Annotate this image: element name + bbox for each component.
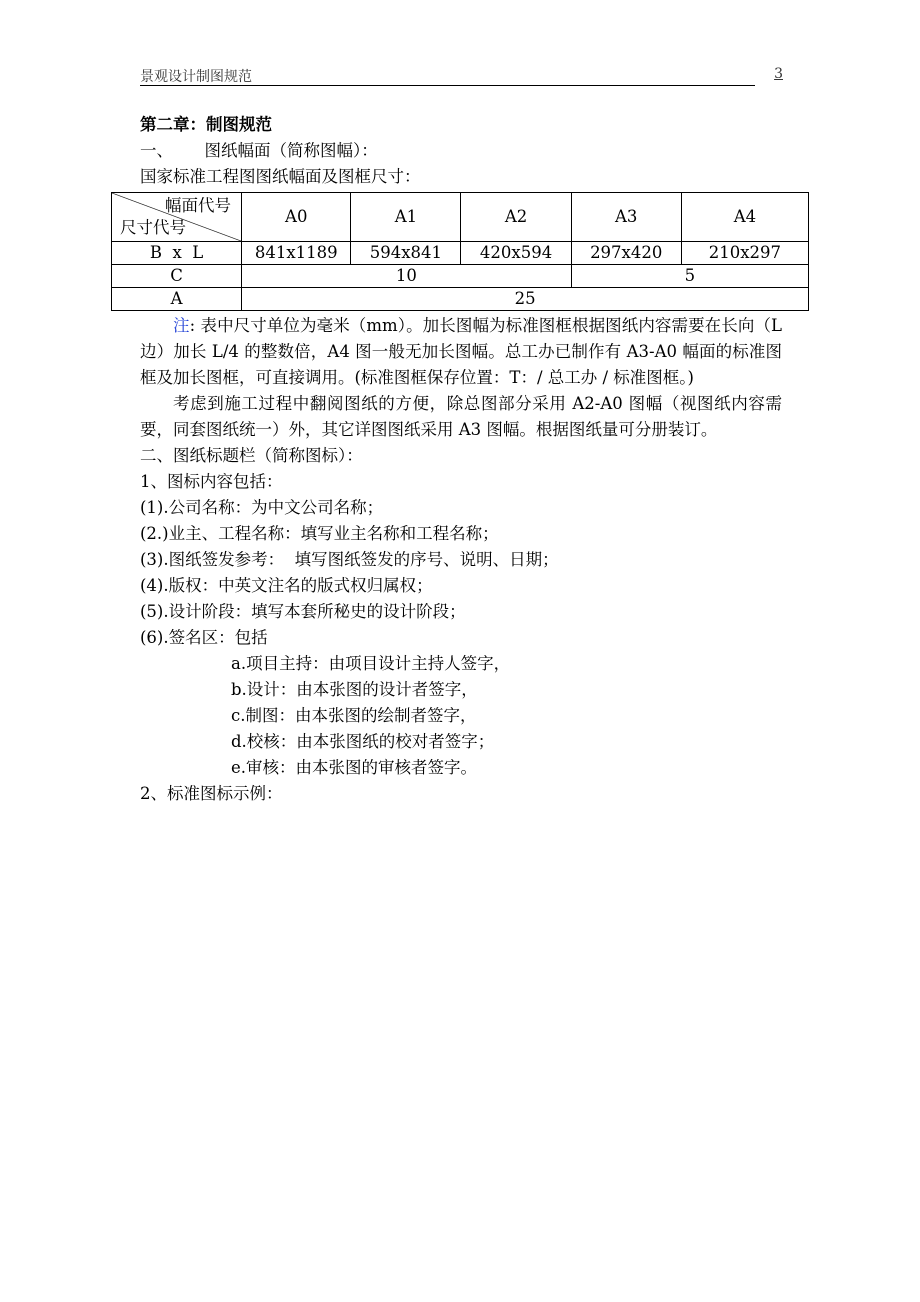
- note-label: 注: [173, 316, 190, 335]
- list-item: (3).图纸签发参考： 填写图纸签发的序号、说明、日期；: [140, 550, 559, 569]
- table-cell: 5: [571, 265, 808, 288]
- table-row: [112, 288, 809, 311]
- table-cell: 594x841: [351, 242, 461, 265]
- note-text: : 表中尺寸单位为毫米（mm）。加长图幅为标准图框根据图纸内容需要在长向（L 边）加长 L/4 的整数倍，A4 图一般无加长图幅。总工办已制作有 A3-A0 幅面的标准图框及加长图框，可直接调用。(标准图框保存位置：T：/ 总工办 / 标准图框。): [140, 316, 782, 387]
- row-label: B x L: [112, 242, 242, 265]
- sub-list-item: e.审核：由本张图的审核者签字。: [231, 758, 478, 777]
- section2-item2: 2、标准图标示例：: [140, 784, 283, 803]
- table-corner-cell: [112, 193, 242, 242]
- corner-top-label: 幅面代号: [165, 196, 231, 215]
- table-cell: 210x297: [681, 242, 808, 265]
- column-header: A0: [242, 193, 351, 242]
- row-label: C: [112, 265, 242, 288]
- paragraph-2: 考虑到施工过程中翻阅图纸的方便，除总图部分采用 A2-A0 图幅（视图纸内容需要，同套图纸统一）外，其它详图图纸采用 A3 图幅。根据图纸量可分册装订。: [140, 394, 782, 439]
- table-cell: 297x420: [571, 242, 681, 265]
- column-header: A4: [681, 193, 808, 242]
- page-number: 3: [774, 66, 783, 82]
- table-cell: 420x594: [461, 242, 571, 265]
- section2-title: 二、图纸标题栏（简称图标）：: [140, 446, 363, 465]
- list-item: (6).签名区：包括: [140, 628, 268, 647]
- sub-list-item: b.设计：由本张图的设计者签字，: [231, 680, 478, 699]
- document-body: [120, 112, 782, 807]
- sub-list-item: c.制图：由本张图的绘制者签字，: [231, 706, 477, 725]
- column-header: A2: [461, 193, 571, 242]
- table-row: [112, 265, 809, 288]
- table-cell: 10: [242, 265, 571, 288]
- header-rule: [140, 85, 755, 86]
- header-title: 景观设计制图规范: [140, 69, 252, 85]
- column-header: A3: [571, 193, 681, 242]
- list-item: (4).版权：中英文注名的版式权归属权；: [140, 576, 433, 595]
- row-label: A: [112, 288, 242, 311]
- note-paragraph: [140, 313, 782, 391]
- table-row: [112, 242, 809, 265]
- section1-title: 一、 图纸幅面（简称图幅）：: [140, 141, 378, 160]
- sub-list-item: a.项目主持：由项目设计主持人签字，: [231, 654, 511, 673]
- list-item: (5).设计阶段：填写本套所秘史的设计阶段；: [140, 602, 466, 621]
- table-header-row: [112, 193, 809, 242]
- paper-size-table: [111, 192, 809, 311]
- chapter-title: 第二章：制图规范: [140, 115, 272, 134]
- corner-bottom-label: 尺寸代号: [120, 218, 186, 237]
- sub-list-item: d.校核：由本张图纸的校对者签字；: [231, 732, 495, 751]
- column-header: A1: [351, 193, 461, 242]
- diagonal-header: [112, 193, 241, 241]
- section2-item1: 1、图标内容包括：: [140, 472, 283, 491]
- list-item: (1).公司名称：为中文公司名称；: [140, 498, 384, 517]
- table-cell: 25: [242, 288, 809, 311]
- list-item: (2.)业主、工程名称：填写业主名称和工程名称；: [140, 524, 499, 543]
- table-cell: 841x1189: [242, 242, 351, 265]
- section1-intro: 国家标准工程图图纸幅面及图框尺寸：: [140, 167, 421, 186]
- page-header: [140, 66, 783, 86]
